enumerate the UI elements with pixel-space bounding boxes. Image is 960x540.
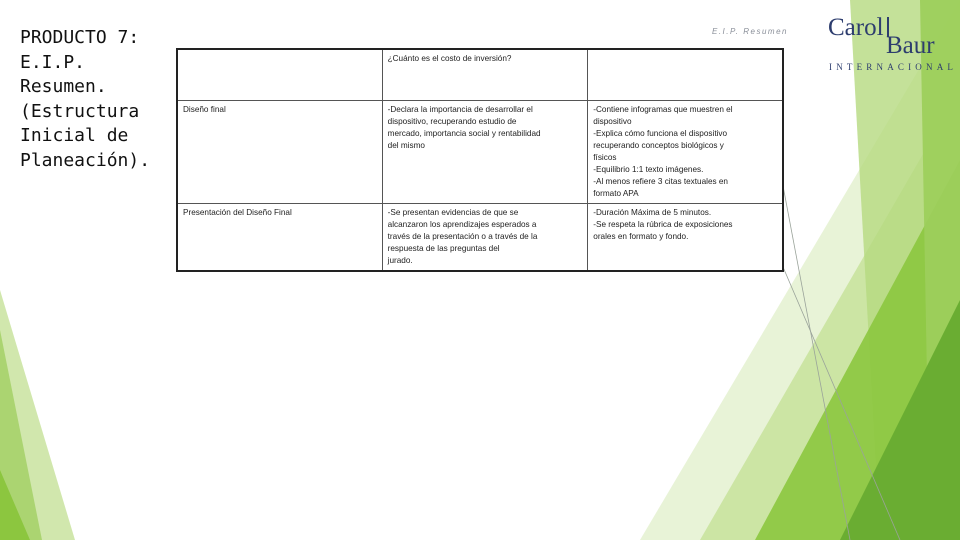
logo-word-carol: Carol — [828, 14, 884, 41]
rubric-table — [176, 48, 784, 272]
cell-line: -Contiene infogramas que muestren el — [593, 105, 733, 114]
cell-line: -Se presentan evidencias de que se — [387, 208, 519, 217]
cell-line: alcanzaron los aprendizajes esperados a — [387, 220, 537, 229]
cell-line: dispositivo, recuperando estudio de — [387, 117, 517, 126]
rubric-table-container — [176, 48, 784, 272]
table-row — [177, 204, 783, 272]
cell-line: recuperando conceptos biológicos y — [593, 141, 724, 150]
cell-line: del mismo — [387, 141, 425, 150]
table-cell — [588, 101, 783, 204]
cell-line: -Declara la importancia de desarrollar el — [387, 105, 533, 114]
cell-line: -Explica cómo funciona el dispositivo — [593, 129, 728, 138]
cell-line: respuesta de las preguntas del — [387, 244, 500, 253]
title-line: Planeación). — [20, 149, 151, 171]
table-row — [177, 49, 783, 101]
cell-line: mercado, importancia social y rentabilidad — [387, 129, 541, 138]
logo-word-internacional: INTERNACIONAL — [829, 62, 958, 72]
table-cell — [382, 204, 588, 272]
title-line: (Estructura — [20, 100, 140, 122]
cell-line: orales en formato y fondo. — [593, 232, 689, 241]
cell-line: -Duración Máxima de 5 minutos. — [593, 208, 712, 217]
title-line: Inicial de — [20, 125, 129, 146]
table-cell — [382, 101, 588, 204]
title-line: Resumen. — [20, 76, 107, 97]
cell-line: -Equilibrio 1:1 texto imágenes. — [593, 165, 704, 174]
cell-line: -Se respeta la rúbrica de exposiciones — [593, 220, 733, 229]
table-row — [177, 101, 783, 204]
cell-line: -Al menos refiere 3 citas textuales en — [593, 177, 728, 186]
title-line: E.I.P. — [20, 51, 86, 73]
table-cell — [177, 49, 382, 101]
cell-line: través de la presentación o a través de la — [387, 232, 538, 241]
table-cell — [177, 204, 382, 272]
title-line: PRODUCTO 7: — [20, 27, 140, 48]
table-cell — [588, 49, 783, 101]
header-note: E.I.P. Resumen — [712, 27, 788, 36]
cell-line: físicos — [593, 153, 617, 162]
cell-line: ¿Cuánto es el costo de inversión? — [387, 54, 512, 63]
cell-line: dispositivo — [593, 117, 632, 126]
cell-line: formato APA — [593, 189, 639, 198]
cell-line: Presentación del Diseño Final — [183, 208, 292, 217]
slide-title — [20, 26, 170, 173]
cell-line: jurado. — [387, 256, 413, 265]
carol-baur-logo — [826, 12, 958, 72]
table-cell — [382, 49, 588, 101]
logo-word-baur: Baur — [886, 32, 935, 59]
table-cell — [588, 204, 783, 272]
table-cell — [177, 101, 382, 204]
cell-line: Diseño final — [183, 105, 226, 114]
